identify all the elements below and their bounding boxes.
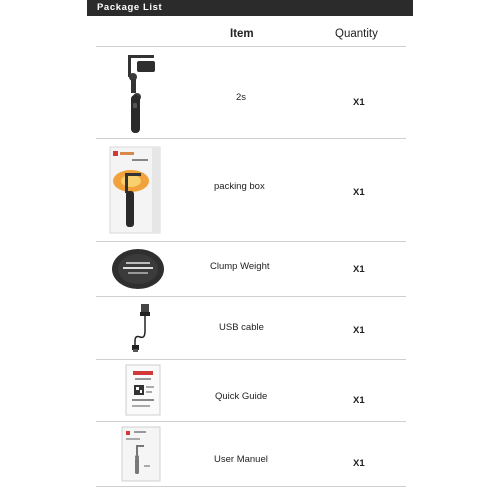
- user-manual-icon: [104, 425, 168, 483]
- package-row: [96, 297, 406, 359]
- item-quantity: X1: [353, 97, 365, 108]
- item-name: User Manuel: [214, 454, 268, 465]
- item-name: Clump Weight: [210, 261, 270, 272]
- package-row: [96, 360, 406, 421]
- item-quantity: X1: [353, 395, 365, 406]
- package-row: [96, 242, 406, 296]
- package-row: [96, 139, 406, 241]
- item-quantity: X1: [353, 325, 365, 336]
- divider: [96, 486, 406, 487]
- usb-cable-icon: [104, 301, 168, 355]
- quick-guide-icon: [104, 363, 168, 417]
- item-name: Quick Guide: [215, 391, 268, 402]
- header-title: Package List: [97, 2, 163, 13]
- item-name: USB cable: [219, 322, 264, 333]
- item-quantity: X1: [353, 458, 365, 469]
- packing-box-icon: [104, 145, 168, 237]
- package-row: [96, 422, 406, 486]
- item-column-header: Item: [230, 28, 254, 40]
- item-name: 2s: [236, 92, 247, 103]
- quantity-column-header: Quantity: [335, 28, 378, 40]
- item-quantity: X1: [353, 187, 365, 198]
- clump-weight-icon: [104, 246, 168, 292]
- package-list-header: [87, 0, 413, 16]
- package-row: [96, 47, 406, 138]
- item-name: packing box: [214, 181, 265, 192]
- gimbal-icon: [104, 51, 164, 135]
- item-quantity: X1: [353, 264, 365, 275]
